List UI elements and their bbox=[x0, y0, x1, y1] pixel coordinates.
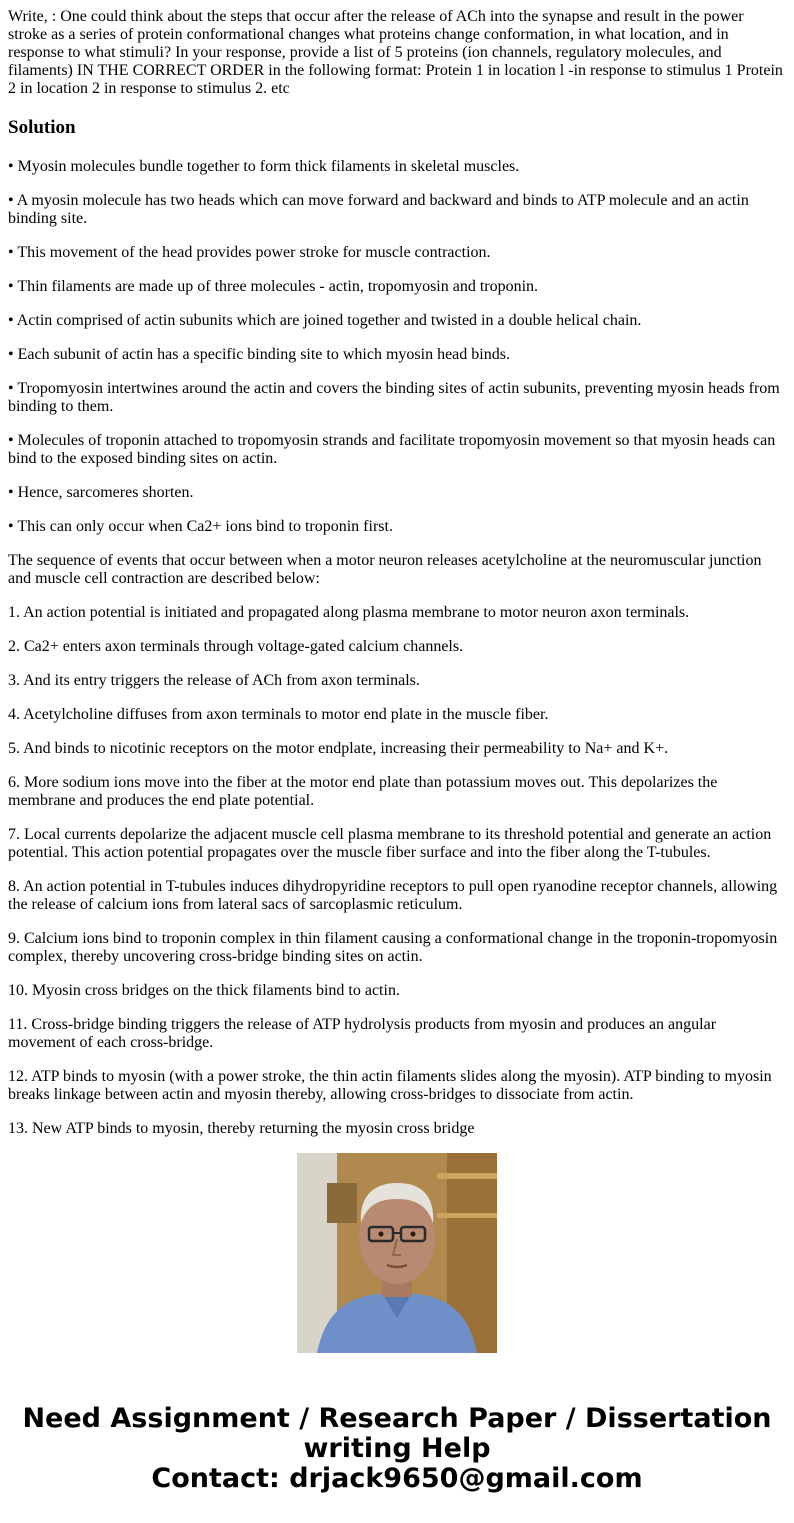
bullet-item: • Hence, sarcomeres shorten. bbox=[8, 484, 194, 501]
bullet-item: • Tropomyosin intertwines around the actin and covers the binding sites of actin subunits, preventing myosin heads from binding to them. bbox=[8, 380, 780, 415]
footer-banner bbox=[0, 1404, 794, 1494]
bullet-item: • Thin filaments are made up of three molecules - actin, tropomyosin and troponin. bbox=[8, 278, 539, 295]
bullet-item: • A myosin molecule has two heads which can move forward and backward and binds to ATP molecule and an actin binding site. bbox=[8, 192, 749, 227]
bullet-item: • Myosin molecules bundle together to form thick filaments in skeletal muscles. bbox=[8, 158, 520, 175]
step-item: 4. Acetylcholine diffuses from axon terminals to motor end plate in the muscle fiber. bbox=[8, 706, 549, 723]
bullet-item: • Actin comprised of actin subunits which are joined together and twisted in a double helical chain. bbox=[8, 312, 642, 329]
step-item: 10. Myosin cross bridges on the thick filaments bind to actin. bbox=[8, 982, 400, 999]
step-item: 12. ATP binds to myosin (with a power stroke, the thin actin filaments slides along the myosin). ATP binding to myosin breaks linkage between actin and myosin thereby, allowing cross-bridges to dissociate from actin. bbox=[8, 1068, 772, 1103]
footer-line-2: writing Help bbox=[303, 1433, 491, 1464]
step-item: 6. More sodium ions move into the fiber at the motor end plate than potassium moves out. This depolarizes the membrane and produces the end plate potential. bbox=[8, 774, 718, 809]
footer-contact: Contact: drjack9650@gmail.com bbox=[151, 1463, 643, 1494]
footer-line-1: Need Assignment / Research Paper / Dissertation bbox=[22, 1403, 772, 1434]
author-portrait bbox=[297, 1153, 497, 1353]
step-item: 13. New ATP binds to myosin, thereby returning the myosin cross bridge bbox=[8, 1120, 475, 1137]
document-body bbox=[8, 8, 786, 1137]
solution-heading: Solution bbox=[8, 117, 76, 138]
question-text: Write, : One could think about the steps that occur after the release of ACh into the synapse and result in the power stroke as a series of protein conformational changes what proteins change conformation, in what location, and in response to what stimuli? In your response, provide a list of 5 proteins (ion channels, regulatory molecules, and filaments) IN THE CORRECT ORDER in the following format: Protein 1 in location l -in response to stimulus 1 Protein 2 in location 2 in response to stimulus 2. etc bbox=[8, 8, 783, 97]
author-photo bbox=[297, 1153, 497, 1353]
step-item: 9. Calcium ions bind to troponin complex in thin filament causing a conformational change in the troponin-tropomyosin complex, thereby uncovering cross-bridge binding sites on actin. bbox=[8, 930, 778, 965]
bullet-item: • Molecules of troponin attached to tropomyosin strands and facilitate tropomyosin movement so that myosin heads can bind to the exposed binding sites on actin. bbox=[8, 432, 776, 467]
step-item: 3. And its entry triggers the release of ACh from axon terminals. bbox=[8, 672, 420, 689]
step-item: 1. An action potential is initiated and propagated along plasma membrane to motor neuron axon terminals. bbox=[8, 604, 690, 621]
step-item: 2. Ca2+ enters axon terminals through voltage-gated calcium channels. bbox=[8, 638, 464, 655]
bullet-item: • This can only occur when Ca2+ ions bind to troponin first. bbox=[8, 518, 393, 535]
bullet-item: • Each subunit of actin has a specific binding site to which myosin head binds. bbox=[8, 346, 510, 363]
bullet-item: • This movement of the head provides power stroke for muscle contraction. bbox=[8, 244, 491, 261]
step-item: 7. Local currents depolarize the adjacent muscle cell plasma membrane to its threshold potential and generate an action potential. This action potential propagates over the muscle fiber surface and into the fiber along the T-tubules. bbox=[8, 826, 772, 861]
sequence-intro: The sequence of events that occur between when a motor neuron releases acetylcholine at the neuromuscular junction and muscle cell contraction are described below: bbox=[8, 552, 762, 587]
step-item: 8. An action potential in T-tubules induces dihydropyridine receptors to pull open ryanodine receptor channels, allowing the release of calcium ions from lateral sacs of sarcoplasmic reticulum. bbox=[8, 878, 778, 913]
step-item: 5. And binds to nicotinic receptors on the motor endplate, increasing their permeability to Na+ and K+. bbox=[8, 740, 669, 757]
step-item: 11. Cross-bridge binding triggers the release of ATP hydrolysis products from myosin and produces an angular movement of each cross-bridge. bbox=[8, 1016, 717, 1051]
